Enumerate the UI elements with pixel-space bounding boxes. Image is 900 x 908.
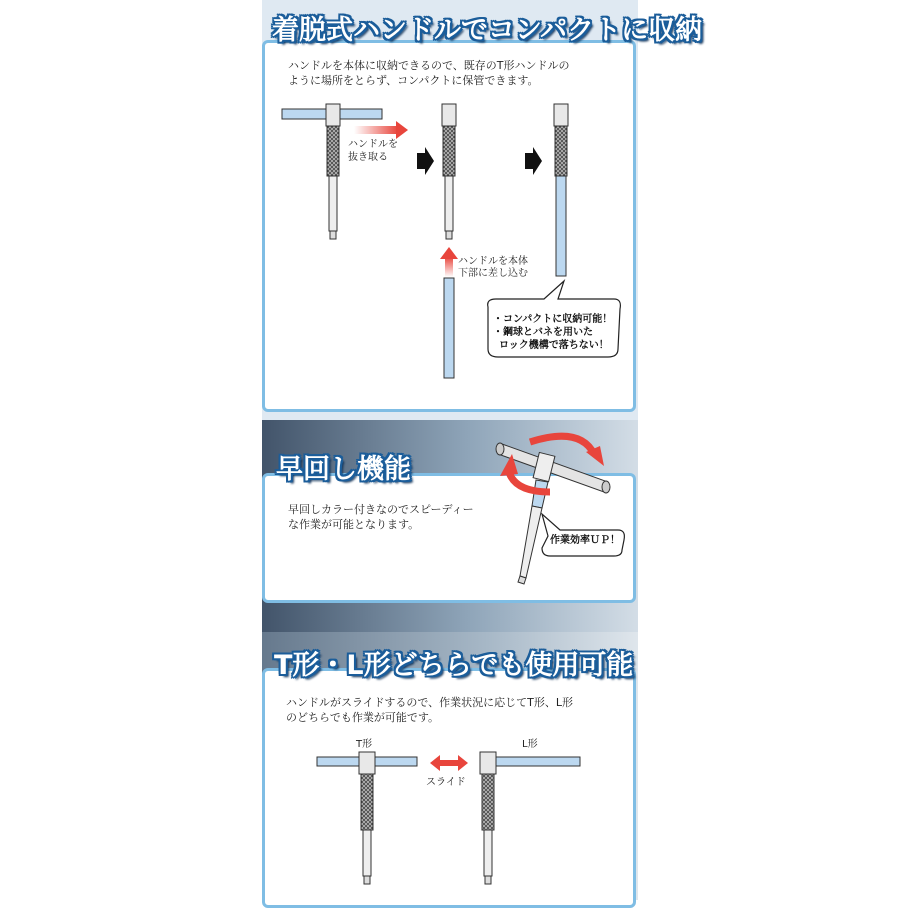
- step-arrow-2: [525, 147, 542, 175]
- tool-l-shape: [480, 752, 580, 884]
- rotation-arrow-back: [530, 436, 594, 454]
- quick-turn-description-line-1: 早回しカラー付きなのでスピーディー: [288, 503, 474, 516]
- insert-arrow-shaft: [445, 257, 453, 277]
- pull-label-line-2: 抜き取る: [348, 152, 388, 163]
- tool-t-handle-assembled: [282, 104, 382, 239]
- detached-handle: [444, 278, 454, 378]
- insert-label-line-2: 下部に差し込む: [458, 268, 528, 279]
- l-shape-label: L形: [522, 739, 538, 750]
- insert-label-line-1: ハンドルを本体: [458, 256, 528, 267]
- pull-arrow-head: [396, 121, 408, 139]
- tl-shape-description-line-2: のどちらでも作業が可能です。: [286, 711, 440, 724]
- tl-shape-description-line-1: ハンドルがスライドするので、作業状況に応じてT形、L形: [286, 696, 573, 709]
- pull-arrow-shaft: [354, 126, 398, 134]
- storage-callout-line-3: ロック機構で落ちない！: [499, 340, 609, 351]
- step-arrow-1: [417, 147, 434, 175]
- tool-body-without-handle: [442, 104, 456, 239]
- slide-double-arrow: [430, 755, 468, 771]
- t-shape-label: T形: [356, 739, 373, 750]
- storage-callout-line-1: ・コンパクトに収納可能！: [493, 314, 613, 325]
- tool-t-shape: [317, 752, 417, 884]
- slide-label: スライド: [426, 777, 466, 788]
- storage-description-line-2: ように場所をとらず、コンパクトに保管できます。: [288, 74, 539, 87]
- storage-panel-title: 着脱式ハンドルでコンパクトに収納: [272, 15, 703, 46]
- quick-turn-panel-title: 早回し機能: [276, 454, 411, 485]
- storage-description-line-1: ハンドルを本体に収納できるので、既存のT形ハンドルの: [288, 59, 570, 72]
- quick-turn-illustration: [490, 428, 636, 588]
- quick-turn-callout-text: 作業効率ＵＰ！: [550, 535, 620, 546]
- storage-callout-line-2: ・鋼球とバネを用いた: [493, 327, 593, 338]
- tool-with-stored-handle: [554, 104, 568, 276]
- insert-arrow-head: [440, 247, 458, 259]
- quick-turn-description-line-2: な作業が可能となります。: [288, 518, 420, 531]
- tl-shape-illustration: [262, 748, 636, 893]
- pull-label-line-1: ハンドルを: [348, 139, 398, 150]
- tl-shape-panel-title: T形・L形どちらでも使用可能: [274, 650, 634, 681]
